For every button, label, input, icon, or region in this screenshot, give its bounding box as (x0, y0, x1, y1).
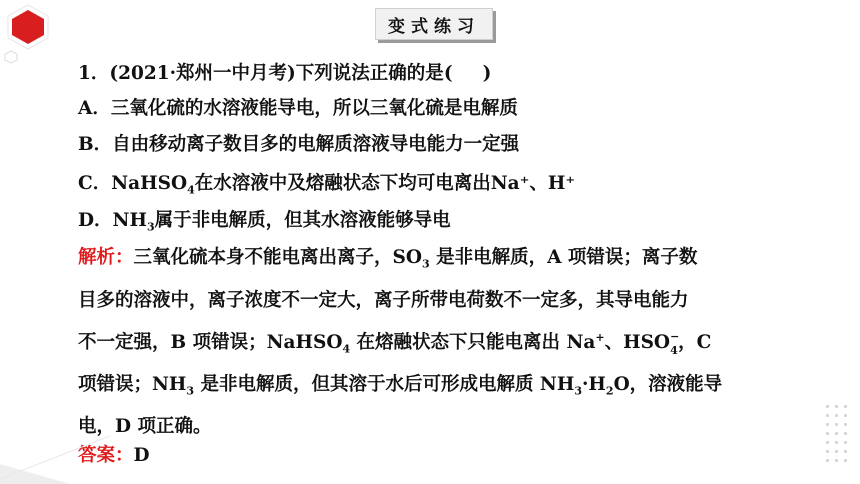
hexagon-logo-icon (6, 4, 50, 50)
analysis-text: 是非电解质，A 项错误；离子数 (429, 247, 698, 268)
analysis-text: 是非电解质，但其溶于水后可形成电解质 NH (194, 374, 575, 395)
question-stem-text: (2021·郑州一中月考)下列说法正确的是( (109, 63, 453, 84)
analysis-text: ·H (581, 374, 606, 395)
answer-label: 答案： (78, 445, 134, 466)
analysis-text: 项错误；NH (78, 374, 187, 395)
subscript: 4 (670, 344, 678, 357)
subscript: 3 (422, 257, 430, 271)
superscript: + (595, 330, 605, 344)
analysis-text: 三氧化硫本身不能电离出离子，SO (133, 247, 422, 268)
analysis-text: 不一定强，B 项错误；NaHSO (78, 332, 343, 353)
dot-grid-decoration (826, 405, 852, 465)
option-c-sub: 4 (187, 183, 195, 197)
analysis-line-3 (78, 328, 711, 356)
question-stem-close: ) (482, 63, 492, 84)
option-c-post: 在水溶液中及熔融状态下均可电离出Na⁺、H⁺ (194, 173, 576, 194)
analysis-text: O，溶液能导 (613, 374, 723, 395)
analysis-line-5: 电，D 项正确。 (78, 416, 212, 437)
corner-decoration (0, 424, 120, 484)
analysis-line-1 (78, 243, 697, 271)
analysis-line-2: 目多的溶液中，离子浓度不一定大，离子所带电荷数不一定多，其导电能力 (78, 290, 689, 311)
option-d-pre: D．NH (78, 210, 147, 231)
question-stem (78, 59, 491, 85)
analysis-text: 在熔融状态下只能电离出 Na (350, 332, 596, 353)
superscript: − (670, 330, 680, 343)
section-title: 变式练习 (388, 16, 480, 37)
option-d-sub: 3 (146, 220, 155, 234)
analysis-text: 、HSO (604, 332, 671, 353)
analysis-line-4 (78, 370, 722, 398)
option-d (78, 206, 451, 234)
subscript: 3 (186, 384, 195, 398)
subscript: 4 (342, 342, 351, 356)
subscript: 3 (574, 384, 582, 398)
option-a: A．三氧化硫的水溶液能导电，所以三氧化硫是电解质 (78, 98, 518, 119)
option-b: B．自由移动离子数目多的电解质溶液导电能力一定强 (78, 134, 520, 155)
question-number: 1． (78, 63, 110, 84)
option-c (78, 169, 575, 197)
answer-value: D (133, 445, 150, 466)
option-d-post: 属于非电解质，但其水溶液能够导电 (154, 210, 451, 231)
option-c-pre: C．NaHSO (78, 173, 188, 194)
small-hexagon-icon (4, 50, 18, 64)
analysis-label: 解析： (78, 247, 134, 268)
analysis-text: ，C (678, 332, 712, 353)
subscript: 2 (605, 384, 614, 398)
section-title-tab (375, 8, 493, 40)
